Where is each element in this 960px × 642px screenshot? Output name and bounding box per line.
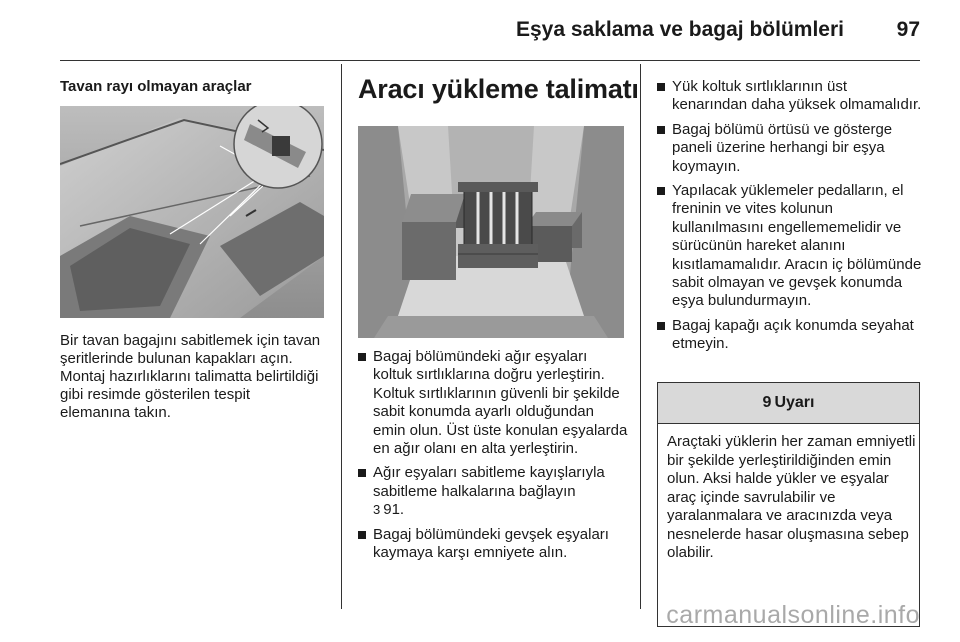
loading-instructions-heading: Aracı yükleme talimatı: [358, 74, 639, 104]
bullet-square-icon: [657, 322, 665, 330]
cross-reference-icon: 3: [373, 502, 381, 518]
warning-box: [657, 382, 920, 627]
bullet-square-icon: [657, 187, 665, 195]
column-divider: [640, 64, 641, 609]
bullet-square-icon: [657, 126, 665, 134]
loading-bullets-list: [358, 348, 628, 568]
loading-bullets-list-continued: [657, 78, 923, 360]
bullet-square-icon: [358, 353, 366, 361]
section-title: Eşya saklama ve bagaj bölümleri: [515, 18, 844, 41]
header-rule: [60, 60, 920, 61]
list-item: Yapılacak yüklemeler pedalların, el freninin ve vites kolunun kullanılmasını engellememelidir ve sürücünün hareket alanını kısıtlamamalıdır. Aracın iç bölümünde sabit olmayan ve gevşek konumda eşya bulundurmayın.: [657, 182, 923, 311]
list-item: Bagaj bölümündeki ağır eşyaları koltuk sırtlıklarına doğru yerleştirin. Koltuk sırtlıklarının güvenli bir şekilde sabit konumda ayarlı olduğundan emin olun. Üst üste konulan eşyalarda en ağır olanı en alta yerleştirin.: [358, 348, 628, 458]
cross-reference-link[interactable]: 91.: [383, 501, 405, 519]
page-number: 97: [896, 18, 920, 41]
watermark: carmanualsonline.info: [666, 601, 920, 629]
list-item: Bagaj bölümündeki gevşek eşyaları kaymaya karşı emniyete alın.: [358, 526, 628, 563]
roof-rack-paragraph: Bir tavan bagajını sabitlemek için tavan şeritlerinde bulunan kapakları açın. Montaj hazırlıklarını talimatta belirtildiği gibi resimde gösterilen tespit elemanına takın.: [60, 332, 321, 421]
warning-triangle-icon: 9: [762, 394, 772, 411]
list-item: Bagaj kapağı açık konumda seyahat etmeyin.: [657, 317, 923, 354]
bullet-square-icon: [358, 469, 366, 477]
bullet-square-icon: [657, 83, 665, 91]
column-divider: [341, 64, 342, 609]
list-item: Bagaj bölümü örtüsü ve gösterge paneli üzerine herhangi bir eşya koymayın.: [657, 121, 923, 176]
subheading-roof-rails: Tavan rayı olmayan araçlar: [60, 78, 252, 95]
warning-header: [658, 383, 919, 424]
cargo-area-illustration: [358, 126, 624, 338]
roof-rack-illustration: [60, 106, 324, 318]
page-header: [0, 0, 960, 64]
bullet-square-icon: [358, 531, 366, 539]
list-item: Ağır eşyaları sabitleme kayışlarıyla sabitleme halkalarına bağlayın 3 91.: [358, 464, 628, 519]
list-item: Yük koltuk sırtlıklarının üst kenarından daha yüksek olmamalıdır.: [657, 78, 923, 115]
warning-title: Uyarı: [774, 394, 815, 411]
warning-text: Araçtaki yüklerin her zaman emniyetli bir şekilde yerleştirildiğinden emin olun. Aksi halde yükler ve eşyalar araç içinde savrulabilir ve yaralanmalara ve aracınızda veya nesnelerde hasar oluşmasına sebep olabilir.: [667, 433, 916, 561]
